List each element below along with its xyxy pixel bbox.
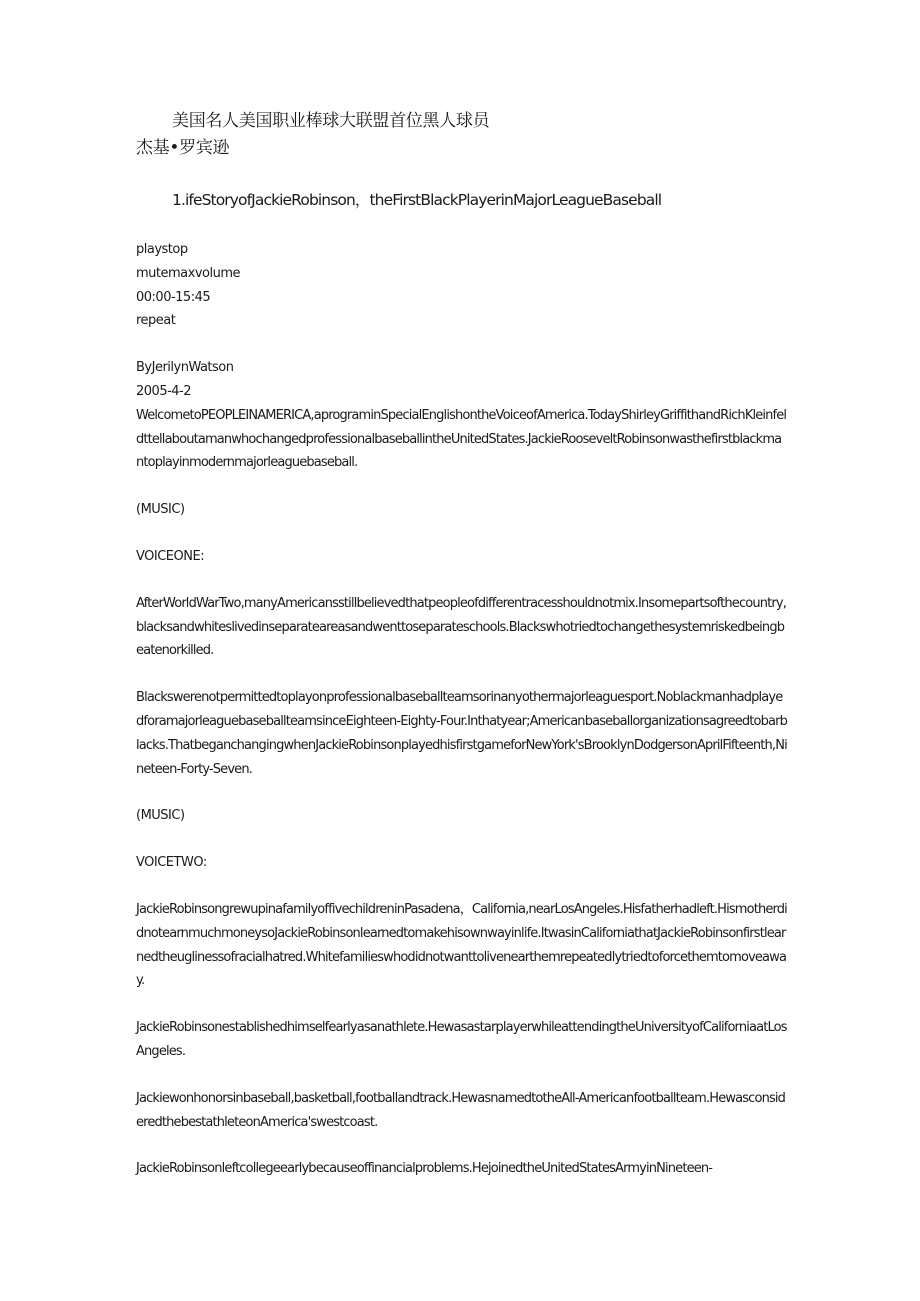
paragraph-after-war: AfterWorldWarTwo,manyAmericansstillbelievedthatpeopleofdifferentracesshouldnotmix.Insomepartsofthecountry,blacksandwhiteslivedinseparateareasandwenttoseparateschools.Blackswhotriedtochangethesystemriskedbeingbeatenorkilled. bbox=[136, 595, 787, 659]
music-cue-1: (MUSIC) bbox=[136, 502, 185, 518]
english-heading: 1.ifeStoryofJackieRobinson，theFirstBlackPlayerinMajorLeagueBaseball bbox=[172, 191, 662, 209]
music-cue-2: (MUSIC) bbox=[136, 808, 185, 824]
chinese-title bbox=[136, 108, 788, 162]
voice-two-label: VOICETWO: bbox=[136, 855, 207, 871]
author-byline: ByJerilynWatson bbox=[136, 360, 234, 376]
article-meta bbox=[136, 356, 788, 475]
paragraph-honors: Jackiewonhonorsinbaseball,basketball,footballandtrack.HewasnamedtotheAll-Americanfootballteam.HewasconsideredthebestathleteonAmerica'swestcoast. bbox=[136, 1090, 786, 1130]
document-body bbox=[136, 108, 788, 1181]
play-stop-control[interactable]: playstop bbox=[136, 242, 188, 257]
paragraph-blacks-barred: Blackswerenotpermittedtoplayonprofessionalbaseballteamsorinanyothermajorleaguesport.NoblackmanhadplayedforamajorleaguebaseballteamsinceEighteen-Eighty-Four.Inthatyear;Americanbaseballorganizationsagreedtobarblacks.ThatbeganchangingwhenJackieRobinsonplayedhisfirstgameforNewYork'sBrooklynDodgersonAprilFifteenth,Nineteen-Forty-Seven. bbox=[136, 690, 788, 777]
volume-control[interactable]: mutemaxvolume bbox=[136, 265, 240, 281]
paragraph-athlete: JackieRobinsonestablishedhimselfearlyasanathlete.HewasastarplayerwhileattendingtheUniversityofCaliforniaatLosAngeles. bbox=[136, 1020, 787, 1059]
audio-player-controls bbox=[136, 238, 788, 333]
paragraph-childhood: JackieRobinsongrewupinafamilyoffivechildreninPasadena，California,nearLosAngeles.Hisfatherhadleft.HismotherdidnotearnmuchmoneysoJackieRobinsonlearnedtomakehisownwayinlife.ItwasinCaliforniathatJackieRobinsonfirstlearnedtheuglinessofracialhatred.Whitefamilieswhodidnotwanttolivenearthemrepeatedlytriedtoforcethemtomoveaway. bbox=[136, 901, 787, 989]
chinese-title-line-2: 杰基•罗宾逊 bbox=[136, 138, 230, 158]
chinese-title-line-1: 美国名人美国职业棒球大联盟首位黑人球员 bbox=[172, 111, 490, 131]
time-display: 00:00-15:45 bbox=[136, 289, 211, 305]
article-date: 2005-4-2 bbox=[136, 383, 192, 399]
repeat-control[interactable]: repeat bbox=[136, 313, 176, 329]
voice-one-label: VOICEONE: bbox=[136, 548, 205, 564]
paragraph-army: JackieRobinsonleftcollegeearlybecauseoffinancialproblems.HejoinedtheUnitedStatesArmyinNineteen- bbox=[136, 1161, 713, 1177]
paragraph-intro: WelcometoPEOPLEINAMERICA,aprograminSpecialEnglishontheVoiceofAmerica.TodayShirleyGriffithandRichKleinfeldttellaboutamanwhochangedprofessionalbaseballintheUnitedStates.JackieRooseveltRobinsonwasthefirstblackmantoplayinmodernmajorleaguebaseball. bbox=[136, 407, 787, 471]
